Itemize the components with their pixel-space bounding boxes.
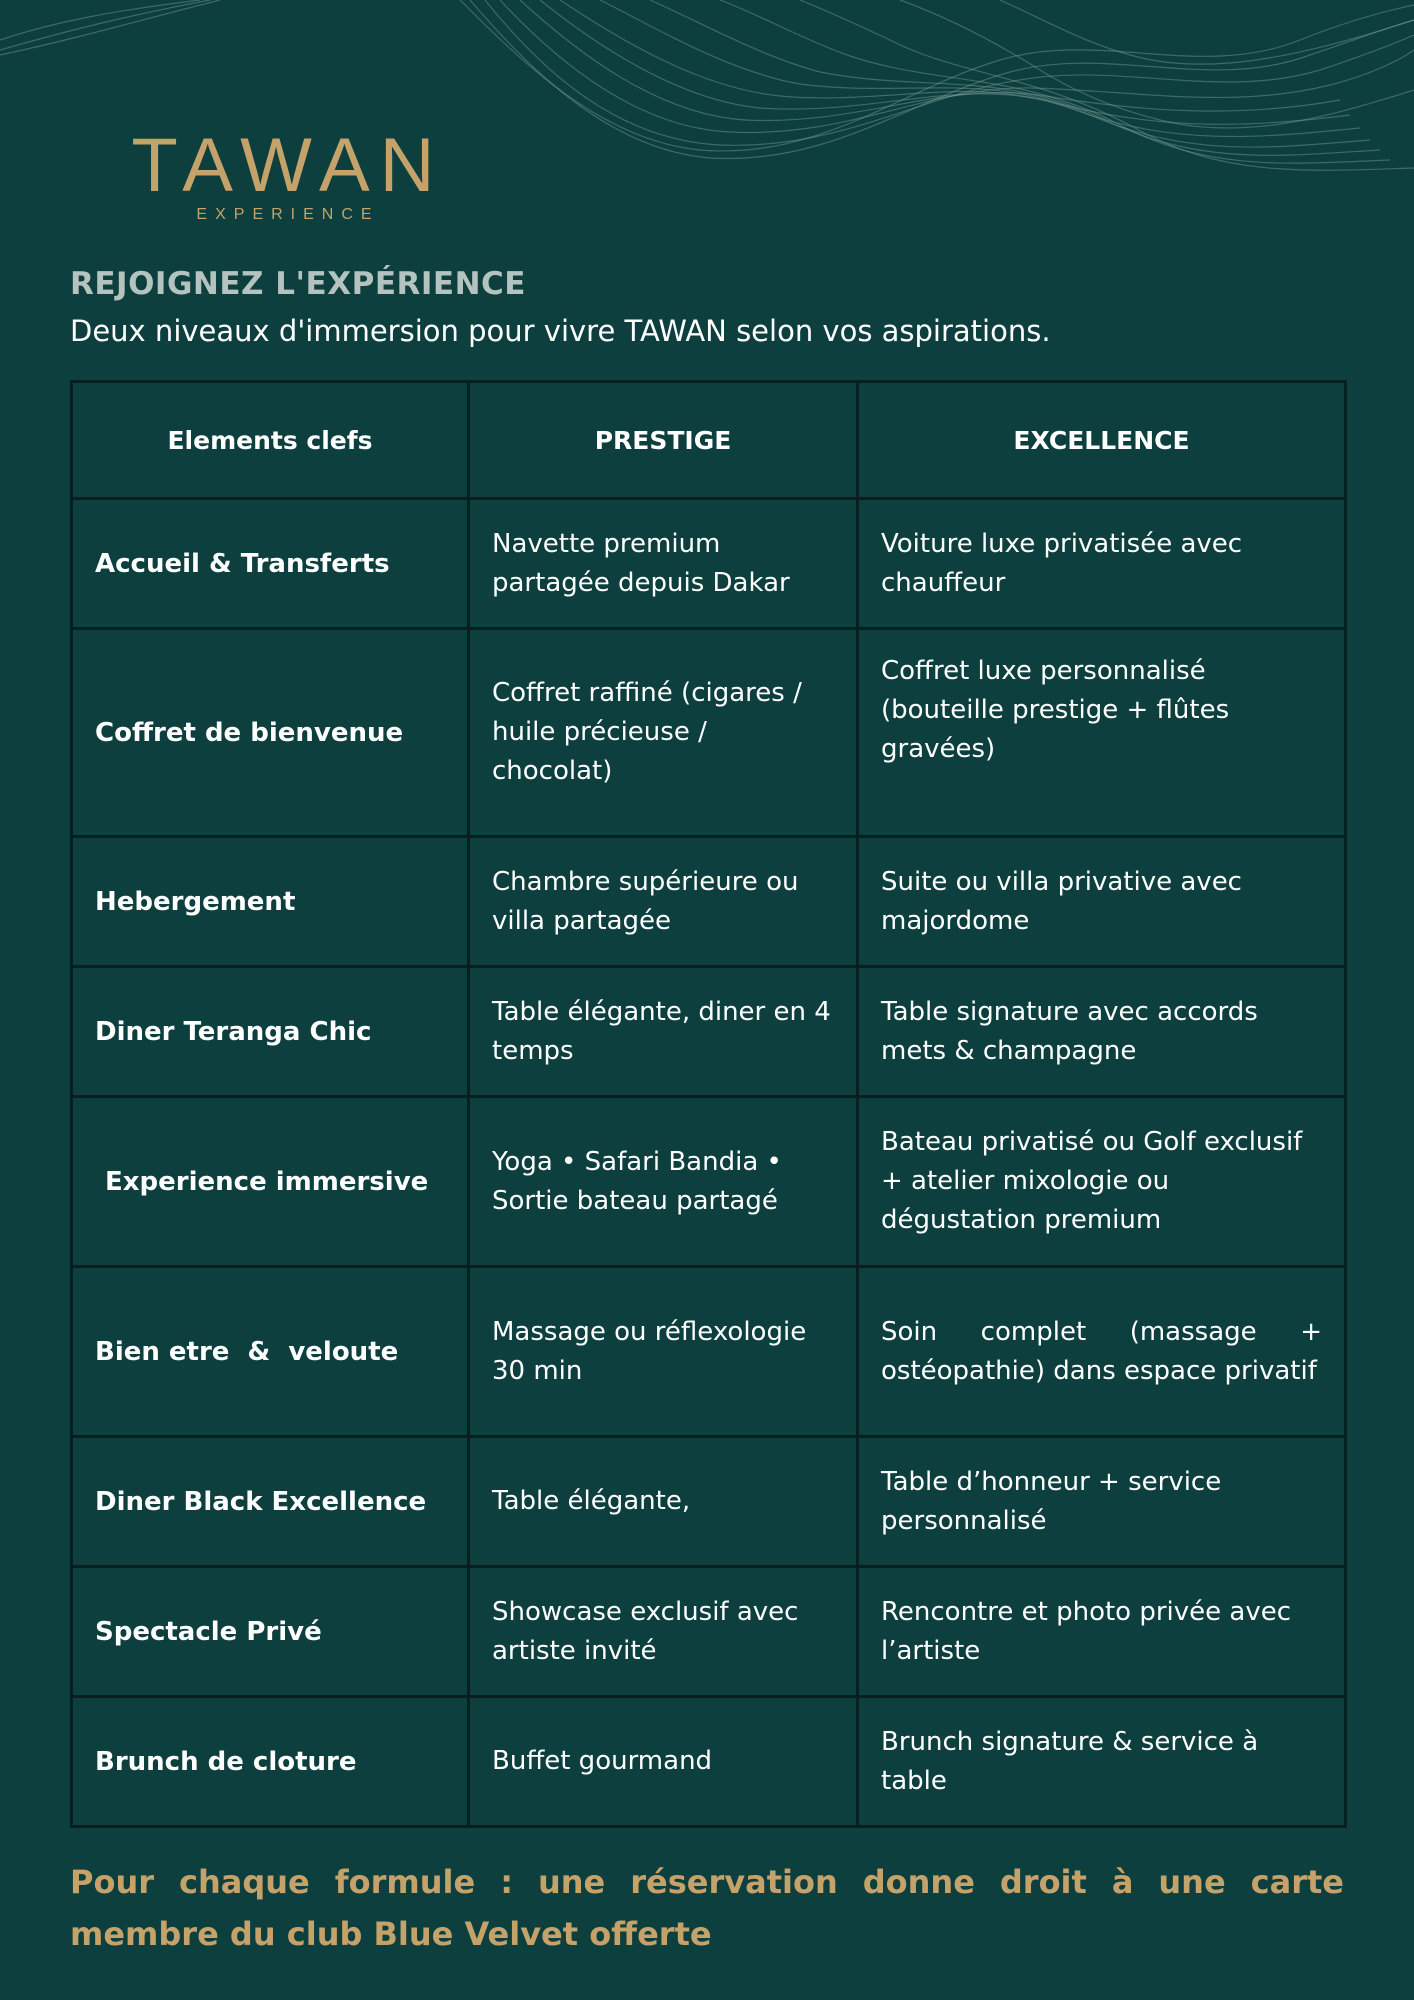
logo-wordmark: TAWAN bbox=[131, 123, 445, 208]
table-row bbox=[72, 837, 1346, 967]
footer-note: Pour chaque formule : une réservation donne droit à une carte membre du club Blue Velvet offerte bbox=[70, 1863, 1344, 1953]
prestige-cell: Massage ou réflexologie 30 min bbox=[469, 1267, 858, 1437]
section-subtitle: Deux niveaux d'immersion pour vivre TAWAN selon vos aspirations. bbox=[70, 314, 1051, 348]
column-header-elements: Elements clefs bbox=[72, 382, 469, 499]
prestige-cell: Table élégante, diner en 4 temps bbox=[469, 967, 858, 1097]
row-key: Bien etre & veloute bbox=[72, 1267, 469, 1437]
excellence-cell: Soin complet (massage + ostéopathie) dans espace privatif bbox=[858, 1267, 1346, 1437]
table-row bbox=[72, 629, 1346, 837]
row-key: Coffret de bienvenue bbox=[72, 629, 469, 837]
prestige-cell: Table élégante, bbox=[469, 1437, 858, 1567]
row-key: Diner Black Excellence bbox=[72, 1437, 469, 1567]
column-header-prestige: PRESTIGE bbox=[469, 382, 858, 499]
table-row bbox=[72, 1697, 1346, 1827]
excellence-cell: Table d’honneur + service personnalisé bbox=[858, 1437, 1346, 1567]
column-header-excellence: EXCELLENCE bbox=[858, 382, 1346, 499]
excellence-cell: Coffret luxe personnalisé (bouteille prestige + flûtes gravées) bbox=[858, 629, 1346, 837]
excellence-cell: Bateau privatisé ou Golf exclusif + atelier mixologie ou dégustation premium bbox=[858, 1097, 1346, 1267]
prestige-cell: Navette premium partagée depuis Dakar bbox=[469, 499, 858, 629]
excellence-cell: Rencontre et photo privée avec l’artiste bbox=[858, 1567, 1346, 1697]
excellence-cell: Table signature avec accords mets & champagne bbox=[858, 967, 1346, 1097]
excellence-cell: Brunch signature & service à table bbox=[858, 1697, 1346, 1827]
logo bbox=[118, 123, 458, 228]
row-key: Accueil & Transferts bbox=[72, 499, 469, 629]
logo-tagline: EXPERIENCE bbox=[196, 206, 380, 223]
row-key: Diner Teranga Chic bbox=[72, 967, 469, 1097]
row-key: Experience immersive bbox=[72, 1097, 469, 1267]
prestige-cell: Showcase exclusif avec artiste invité bbox=[469, 1567, 858, 1697]
prestige-cell: Coffret raffiné (cigares / huile précieuse / chocolat) bbox=[469, 629, 858, 837]
row-key: Hebergement bbox=[72, 837, 469, 967]
prestige-cell: Buffet gourmand bbox=[469, 1697, 858, 1827]
table-row bbox=[72, 967, 1346, 1097]
excellence-cell: Suite ou villa privative avec majordome bbox=[858, 837, 1346, 967]
table-row bbox=[72, 1567, 1346, 1697]
prestige-cell: Yoga • Safari Bandia • Sortie bateau partagé bbox=[469, 1097, 858, 1267]
table-row bbox=[72, 1097, 1346, 1267]
prestige-cell: Chambre supérieure ou villa partagée bbox=[469, 837, 858, 967]
excellence-cell: Voiture luxe privatisée avec chauffeur bbox=[858, 499, 1346, 629]
row-key: Brunch de cloture bbox=[72, 1697, 469, 1827]
table-row bbox=[72, 1267, 1346, 1437]
row-key: Spectacle Privé bbox=[72, 1567, 469, 1697]
table-row bbox=[72, 499, 1346, 629]
table-header-row bbox=[72, 382, 1346, 499]
comparison-table bbox=[70, 380, 1347, 1828]
section-heading: REJOIGNEZ L'EXPÉRIENCE bbox=[70, 266, 526, 302]
table-row bbox=[72, 1437, 1346, 1567]
